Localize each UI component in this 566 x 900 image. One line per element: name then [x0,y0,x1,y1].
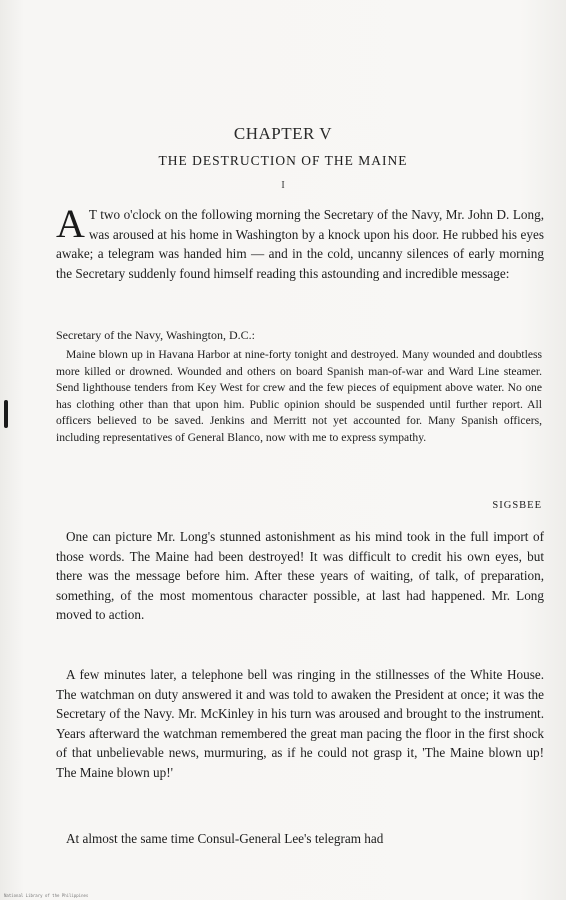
telegram-heading: Secretary of the Navy, Washington, D.C.: [56,328,255,342]
telegram-signature: SIGSBEE [492,500,542,511]
paragraph-3: A few minutes later, a telephone bell was ringing in the stillnesses of the White House. The watchman on duty answered it and was told to awaken the President at once; it was the Secretary of the Navy. Mr. McKinley in his turn was aroused and brought to the instrument. Years afterward the watchman remembered the great man pacing the floor in the first shock of that unbelievable news, murmuring, as if he could not grasp it, 'The Maine blown up! The Maine blown up!' [56,667,544,780]
paragraph-opening-text: T two o'clock on the following morning the Secretary of the Navy, Mr. John D. Long, was aroused at his home in Washington by a knock upon his door. He rubbed his eyes awake; a telegram was handed him — and in the cold, uncanny silences of early morning the Secretary suddenly found himself reading this astounding and incredible message: [56,207,544,281]
chapter-heading: CHAPTER V [233,124,333,143]
paragraph-2: One can picture Mr. Long's stunned astonishment as his mind took in the full import of those words. The Maine had been destroyed! It was difficult to credit his own eyes, but there was the message before him. After these years of waiting, of talk, of preparation, something, of the most momentous character possible, at last had happened. Mr. Long moved to action. [56,529,544,622]
section-number: I [281,180,285,191]
drop-cap: A [56,201,85,246]
scan-footer: National Library of the Philippines [4,893,89,898]
binding-mark [4,400,8,428]
paragraph-4: At almost the same time Consul-General Lee's telegram had [66,831,384,846]
telegram-body: Maine blown up in Havana Harbor at nine-forty tonight and destroyed. Many wounded and doubtless more killed or drowned. Wounded and others on board Spanish man-of-war and Ward Line steamer. Send lighthouse tenders from Key West for crew and the few pieces of equipment above water. No one has clothing other than that upon him. Public opinion should be suspended until further report. All officers believed to be saved. Jenkins and Merritt not yet accounted for. Many Spanish officers, including representatives of General Blanco, now with me to express sympathy. [56,348,542,444]
chapter-title: THE DESTRUCTION OF THE MAINE [158,153,408,168]
paragraph-opening [56,201,544,283]
